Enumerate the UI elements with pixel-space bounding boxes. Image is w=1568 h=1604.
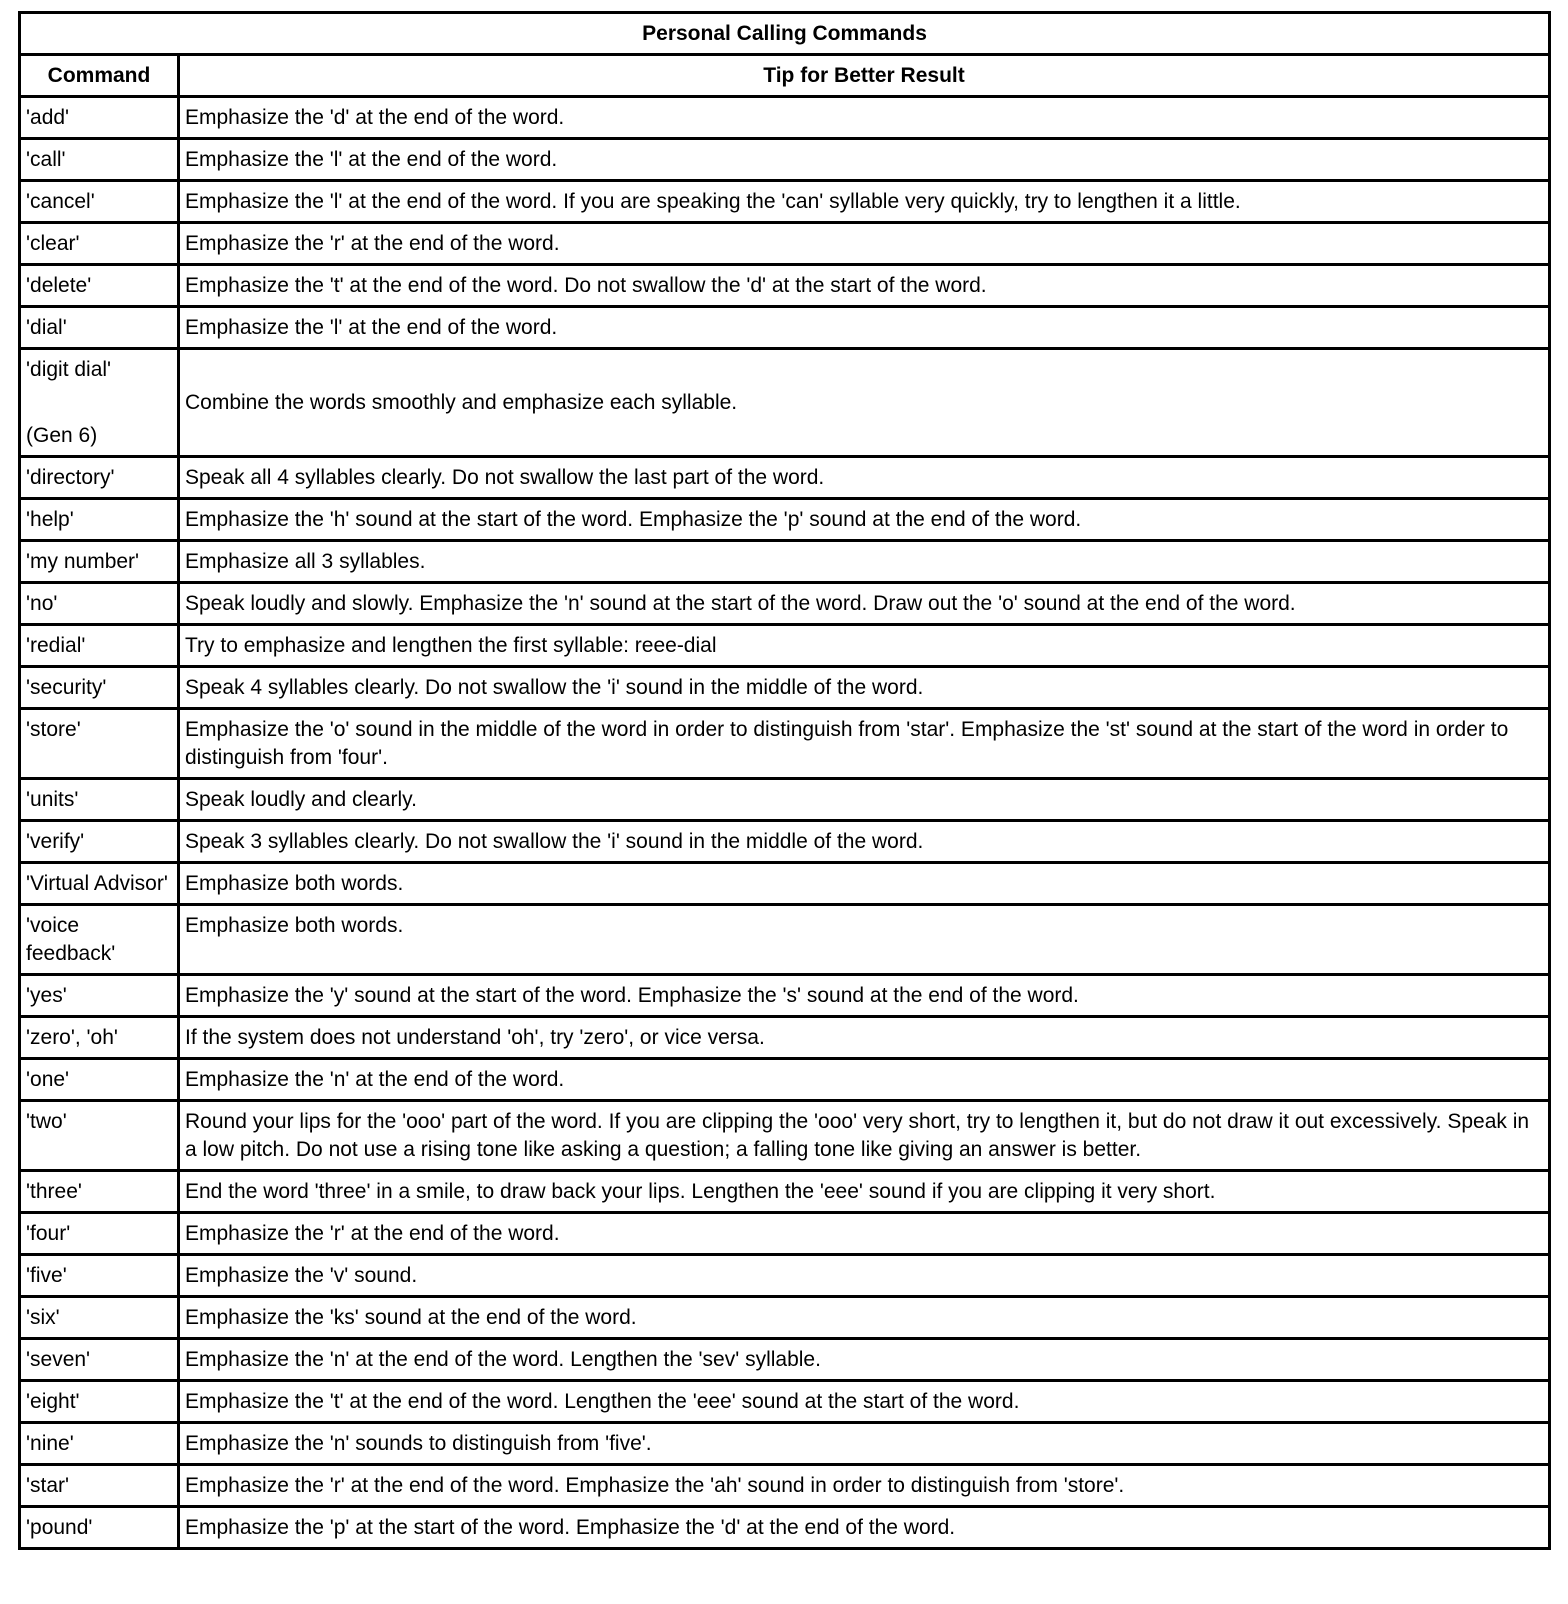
command-text: 'pound'	[26, 1516, 93, 1539]
command-cell	[20, 779, 179, 821]
tip-cell: Emphasize the 't' at the end of the word. Lengthen the 'eee' sound at the start of the word.	[179, 1381, 1550, 1423]
tip-cell: Try to emphasize and lengthen the first syllable: reee-dial	[179, 625, 1550, 667]
command-text: 'dial'	[26, 316, 67, 339]
table-row	[20, 223, 1550, 265]
command-text: 'store'	[26, 718, 81, 741]
table-row	[20, 265, 1550, 307]
tip-cell: Emphasize the 'n' at the end of the word. Lengthen the 'sev' syllable.	[179, 1339, 1550, 1381]
command-cell	[20, 223, 179, 265]
command-text: 'three'	[26, 1180, 82, 1203]
table-row	[20, 975, 1550, 1017]
command-text: 'six'	[26, 1306, 60, 1329]
table-row	[20, 1017, 1550, 1059]
command-spacer	[26, 384, 172, 422]
command-column-header: Command	[20, 55, 179, 97]
table-row	[20, 499, 1550, 541]
table-row	[20, 863, 1550, 905]
tip-cell: Emphasize the 'l' at the end of the word. If you are speaking the 'can' syllable very quickly, try to lengthen it a little.	[179, 181, 1550, 223]
tip-cell: Emphasize both words.	[179, 905, 1550, 975]
command-text: 'cancel'	[26, 190, 95, 213]
table-row	[20, 1213, 1550, 1255]
command-text: 'one'	[26, 1068, 70, 1091]
tip-cell: Emphasize the 'n' at the end of the word.	[179, 1059, 1550, 1101]
table-row	[20, 307, 1550, 349]
command-text: 'no'	[26, 592, 58, 615]
command-cell	[20, 1507, 179, 1549]
table-row	[20, 1297, 1550, 1339]
command-cell	[20, 139, 179, 181]
table-row	[20, 541, 1550, 583]
table-row	[20, 1101, 1550, 1171]
table-row	[20, 457, 1550, 499]
command-cell	[20, 1171, 179, 1213]
tip-cell: Emphasize the 'v' sound.	[179, 1255, 1550, 1297]
tip-cell: Emphasize the 'r' at the end of the word.	[179, 1213, 1550, 1255]
table-row	[20, 667, 1550, 709]
command-text: 'nine'	[26, 1432, 74, 1455]
table-row	[20, 1339, 1550, 1381]
table-row	[20, 139, 1550, 181]
command-cell	[20, 1255, 179, 1297]
command-cell	[20, 863, 179, 905]
command-text: 'verify'	[26, 830, 85, 853]
tip-cell: Emphasize the 'l' at the end of the word.	[179, 139, 1550, 181]
command-text: 'add'	[26, 106, 70, 129]
command-text: 'my number'	[26, 550, 140, 573]
command-text: 'security'	[26, 676, 107, 699]
command-text: 'star'	[26, 1474, 70, 1497]
command-text: 'call'	[26, 148, 66, 171]
command-cell	[20, 821, 179, 863]
command-text: 'voice feedback'	[26, 914, 116, 965]
command-cell	[20, 457, 179, 499]
tip-cell: Emphasize the 'r' at the end of the word.	[179, 223, 1550, 265]
command-cell	[20, 1465, 179, 1507]
tip-column-header: Tip for Better Result	[179, 55, 1550, 97]
table-row	[20, 1381, 1550, 1423]
tip-cell: Speak loudly and clearly.	[179, 779, 1550, 821]
table-row	[20, 709, 1550, 779]
table-row	[20, 1171, 1550, 1213]
command-cell	[20, 1423, 179, 1465]
command-text: 'units'	[26, 788, 79, 811]
tip-cell: Emphasize the 'ks' sound at the end of the word.	[179, 1297, 1550, 1339]
command-cell	[20, 97, 179, 139]
command-cell	[20, 1101, 179, 1171]
command-cell	[20, 1339, 179, 1381]
command-cell	[20, 1017, 179, 1059]
table-row	[20, 779, 1550, 821]
table-row	[20, 1059, 1550, 1101]
table-row	[20, 97, 1550, 139]
tip-cell: Emphasize the 'l' at the end of the word.	[179, 307, 1550, 349]
command-text: 'redial'	[26, 634, 86, 657]
tip-cell: Emphasize the 't' at the end of the word. Do not swallow the 'd' at the start of the word.	[179, 265, 1550, 307]
command-text: 'five'	[26, 1264, 67, 1287]
command-cell	[20, 1297, 179, 1339]
tip-cell: Emphasize all 3 syllables.	[179, 541, 1550, 583]
table-row	[20, 181, 1550, 223]
tip-cell: Speak all 4 syllables clearly. Do not swallow the last part of the word.	[179, 457, 1550, 499]
commands-table	[18, 11, 1551, 1550]
command-text: 'Virtual Advisor'	[26, 872, 168, 895]
table-title-row	[20, 13, 1550, 55]
command-cell	[20, 265, 179, 307]
command-cell	[20, 1381, 179, 1423]
table-row	[20, 905, 1550, 975]
command-cell	[20, 667, 179, 709]
tip-cell: Speak 3 syllables clearly. Do not swallow the 'i' sound in the middle of the word.	[179, 821, 1550, 863]
tip-cell: Emphasize the 'd' at the end of the word.	[179, 97, 1550, 139]
command-cell	[20, 975, 179, 1017]
command-cell	[20, 541, 179, 583]
command-cell	[20, 625, 179, 667]
table-row	[20, 583, 1550, 625]
command-text: 'digit dial'	[26, 358, 112, 381]
table-title: Personal Calling Commands	[20, 13, 1550, 55]
table-header-row	[20, 55, 1550, 97]
tip-cell: Emphasize both words.	[179, 863, 1550, 905]
command-cell	[20, 583, 179, 625]
tip-cell: End the word 'three' in a smile, to draw back your lips. Lengthen the 'eee' sound if you are clipping it very short.	[179, 1171, 1550, 1213]
table-row	[20, 625, 1550, 667]
tip-cell: If the system does not understand 'oh', try 'zero', or vice versa.	[179, 1017, 1550, 1059]
tip-cell: Emphasize the 'p' at the start of the word. Emphasize the 'd' at the end of the word.	[179, 1507, 1550, 1549]
tip-cell: Emphasize the 'r' at the end of the word. Emphasize the 'ah' sound in order to distinguish from 'store'.	[179, 1465, 1550, 1507]
table-body	[20, 97, 1550, 1549]
command-text: 'zero', 'oh'	[26, 1026, 118, 1049]
tip-cell: Emphasize the 'n' sounds to distinguish from 'five'.	[179, 1423, 1550, 1465]
command-text: 'directory'	[26, 466, 115, 489]
tip-cell: Speak loudly and slowly. Emphasize the 'n' sound at the start of the word. Draw out the 'o' sound at the end of the word.	[179, 583, 1550, 625]
table-row	[20, 1465, 1550, 1507]
command-cell	[20, 1059, 179, 1101]
tip-cell: Emphasize the 'o' sound in the middle of the word in order to distinguish from 'star'. Emphasize the 'st' sound at the start of the word in order to distinguish from 'four'.	[179, 709, 1550, 779]
command-text: 'help'	[26, 508, 74, 531]
tip-cell: Emphasize the 'h' sound at the start of the word. Emphasize the 'p' sound at the end of the word.	[179, 499, 1550, 541]
tip-cell: Speak 4 syllables clearly. Do not swallow the 'i' sound in the middle of the word.	[179, 667, 1550, 709]
command-cell	[20, 499, 179, 541]
command-cell	[20, 349, 179, 457]
command-text: 'eight'	[26, 1390, 80, 1413]
command-cell	[20, 1213, 179, 1255]
table-row	[20, 821, 1550, 863]
table-row	[20, 1255, 1550, 1297]
command-text: 'four'	[26, 1222, 71, 1245]
table-row	[20, 1507, 1550, 1549]
command-text: 'delete'	[26, 274, 92, 297]
command-cell	[20, 709, 179, 779]
table-row	[20, 1423, 1550, 1465]
tip-cell: Combine the words smoothly and emphasize each syllable.	[179, 349, 1550, 457]
tip-cell: Emphasize the 'y' sound at the start of the word. Emphasize the 's' sound at the end of the word.	[179, 975, 1550, 1017]
table-row	[20, 349, 1550, 457]
command-text: 'seven'	[26, 1348, 91, 1371]
command-cell	[20, 905, 179, 975]
command-note: (Gen 6)	[26, 424, 98, 447]
command-cell	[20, 307, 179, 349]
tip-cell: Round your lips for the 'ooo' part of the word. If you are clipping the 'ooo' very short, try to lengthen it, but do not draw it out excessively. Speak in a low pitch. Do not use a rising tone like asking a question; a falling tone like giving an answer is better.	[179, 1101, 1550, 1171]
command-text: 'yes'	[26, 984, 67, 1007]
command-cell	[20, 181, 179, 223]
command-text: 'two'	[26, 1110, 67, 1133]
command-text: 'clear'	[26, 232, 80, 255]
